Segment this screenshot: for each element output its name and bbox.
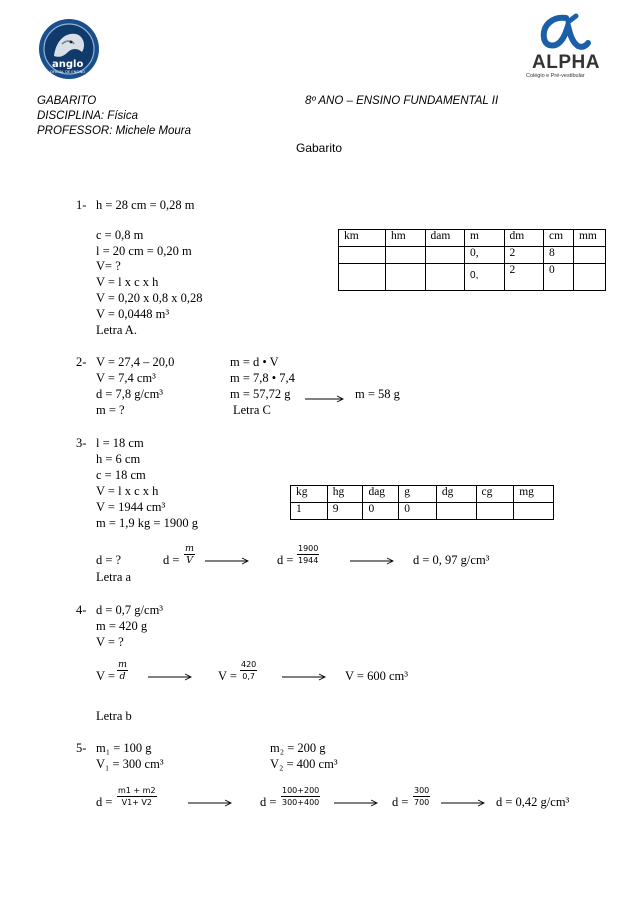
q1-line: h = 28 cm = 0,28 m <box>96 198 195 212</box>
alpha-brand-text: ALPHA <box>532 52 600 73</box>
q5-formula-fraction <box>117 785 157 808</box>
arrow-right-icon <box>205 557 250 565</box>
alpha-symbol-icon <box>532 12 592 52</box>
q2-number: 2- <box>76 355 87 369</box>
q5-d-prefix-2: d = <box>260 795 277 809</box>
table-cell <box>385 247 425 264</box>
q1-line: V = 0,0448 m³ <box>96 307 170 321</box>
q3-result: d = 0, 97 g/cm³ <box>413 553 490 567</box>
table-cell: dm <box>504 230 544 247</box>
table-cell: 0 <box>399 503 437 520</box>
table-cell <box>425 264 465 291</box>
q3-line: V = l x c x h <box>96 484 159 498</box>
arrow-right-icon <box>334 799 379 807</box>
q2-left-line: V = 7,4 cm³ <box>96 371 156 385</box>
q1-length-conversion-table <box>338 229 606 291</box>
table-cell: dam <box>425 230 465 247</box>
q5-value-fraction <box>413 785 430 808</box>
arrow-right-icon <box>441 799 486 807</box>
q5-sum-fraction <box>281 785 320 808</box>
arrow-right-icon <box>188 799 233 807</box>
q2-left-line: d = 7,8 g/cm³ <box>96 387 164 401</box>
grade-label: 8º ANO – ENSINO FUNDAMENTAL II <box>305 95 499 107</box>
q4-formula-fraction <box>117 659 128 682</box>
table-cell <box>436 503 476 520</box>
table-cell: mm <box>573 230 605 247</box>
q3-d-unknown: d = ? <box>96 553 122 567</box>
table-cell: hm <box>385 230 425 247</box>
table-row <box>339 247 606 264</box>
q3-value-fraction <box>297 543 319 566</box>
q1-line: c = 0,8 m <box>96 228 144 242</box>
q3-formula-fraction <box>184 543 195 566</box>
q3-line: l = 18 cm <box>96 436 144 450</box>
table-cell: g <box>399 486 437 503</box>
q2-left-line: V = 27,4 – 20,0 <box>96 355 175 369</box>
q5-d-prefix: d = <box>96 795 113 809</box>
fraction-denominator: 300+400 <box>282 798 320 807</box>
anglo-logo-text: anglo <box>52 59 84 70</box>
q3-mass-conversion-table <box>290 485 554 520</box>
table-cell: 9 <box>327 503 363 520</box>
table-cell: 8 <box>544 247 574 264</box>
table-cell <box>514 503 554 520</box>
fraction-denominator: V <box>186 555 193 566</box>
anglo-logo-subtext: OFICIAL DE ENSINO <box>50 70 86 74</box>
table-cell: cg <box>476 486 514 503</box>
q5-number: 5- <box>76 741 87 755</box>
table-cell: kg <box>291 486 328 503</box>
q2-right-line: m = d • V <box>230 355 279 369</box>
table-cell: 0 <box>544 264 574 291</box>
q4-line: V = ? <box>96 635 124 649</box>
q1-line: V= ? <box>96 259 121 273</box>
q2-answer: Letra C <box>233 403 271 417</box>
q3-number: 3- <box>76 436 87 450</box>
q2-left-line: m = ? <box>96 403 125 417</box>
q3-d-prefix: d = <box>163 553 180 567</box>
table-cell: dag <box>363 486 399 503</box>
q3-line: c = 18 cm <box>96 468 146 482</box>
table-cell: mg <box>514 486 554 503</box>
q4-result: V = 600 cm³ <box>345 669 408 683</box>
table-cell: hg <box>327 486 363 503</box>
table-header-row <box>291 486 554 503</box>
table-cell: 2 <box>504 264 544 291</box>
table-cell <box>573 264 605 291</box>
q2-right-line: m = 7,8 • 7,4 <box>230 371 295 385</box>
table-cell <box>339 247 386 264</box>
q3-line: h = 6 cm <box>96 452 141 466</box>
arrow-right-icon <box>305 395 345 403</box>
fraction-denominator: d <box>119 671 126 682</box>
table-cell: m <box>465 230 505 247</box>
alpha-sub-text: Colégio e Pré-vestibular <box>526 73 585 79</box>
table-cell: dg <box>436 486 476 503</box>
q1-line: l = 20 cm = 0,20 m <box>96 244 192 258</box>
table-cell: 0 <box>363 503 399 520</box>
table-row <box>291 503 554 520</box>
arrow-right-icon <box>282 673 327 681</box>
q5-m2: m₂ = 200 g <box>270 741 326 755</box>
fraction-numerator: 420 <box>241 660 257 669</box>
fraction-numerator: m1 + m2 <box>118 786 156 795</box>
q5-v1: V₁ = 300 cm³ <box>96 757 164 771</box>
q1-line: V = l x c x h <box>96 275 159 289</box>
table-cell: 0, <box>465 264 505 291</box>
table-cell: 1 <box>291 503 328 520</box>
q4-line: d = 0,7 g/cm³ <box>96 603 164 617</box>
q2-result: m = 58 g <box>355 387 400 401</box>
alpha-logo <box>512 12 612 82</box>
q3-line: m = 1,9 kg = 1900 g <box>96 516 198 530</box>
q3-line: V = 1944 cm³ <box>96 500 166 514</box>
q1-line: V = 0,20 x 0,8 x 0,28 <box>96 291 203 305</box>
table-header-row <box>339 230 606 247</box>
discipline-label: DISCIPLINA: Física <box>37 110 138 122</box>
fraction-denominator: 1944 <box>298 556 319 565</box>
q1-number: 1- <box>76 198 87 212</box>
gabarito-label: GABARITO <box>37 95 97 107</box>
fraction-denominator: 700 <box>414 798 430 807</box>
q2-right-line: m = 57,72 g <box>230 387 291 401</box>
table-cell: km <box>339 230 386 247</box>
table-cell <box>339 264 386 291</box>
q5-m1: m₁ = 100 g <box>96 741 152 755</box>
q4-value-fraction <box>240 659 257 682</box>
professor-label: PROFESSOR: Michele Moura <box>37 125 192 137</box>
q4-answer: Letra b <box>96 709 132 723</box>
anglo-logo <box>38 18 100 80</box>
q4-line: m = 420 g <box>96 619 148 633</box>
fraction-numerator: 1900 <box>298 544 319 553</box>
table-cell <box>385 264 425 291</box>
fraction-numerator: m <box>185 543 195 554</box>
fraction-denominator: V1+ V2 <box>121 798 152 807</box>
q4-v-prefix-2: V = <box>218 669 237 683</box>
table-cell: cm <box>544 230 574 247</box>
q5-v2: V₂ = 400 cm³ <box>270 757 338 771</box>
q4-v-prefix: V = <box>96 669 115 683</box>
arrow-right-icon <box>148 673 193 681</box>
q5-result: d = 0,42 g/cm³ <box>496 795 570 809</box>
fraction-numerator: 100+200 <box>282 786 320 795</box>
fraction-denominator: 0,7 <box>242 672 255 681</box>
q1-answer: Letra A. <box>96 323 137 337</box>
fraction-numerator: 300 <box>414 786 430 795</box>
arrow-right-icon <box>350 557 395 565</box>
table-cell <box>476 503 514 520</box>
fraction-numerator: m <box>118 659 128 670</box>
table-cell: 2 <box>504 247 544 264</box>
q3-d-prefix-2: d = <box>277 553 294 567</box>
table-cell <box>573 247 605 264</box>
q3-answer: Letra a <box>96 570 132 584</box>
q5-d-prefix-3: d = <box>392 795 409 809</box>
table-cell <box>425 247 465 264</box>
table-cell: 0, <box>465 247 505 264</box>
table-row <box>339 264 606 291</box>
page-title: Gabarito <box>296 141 343 155</box>
q4-number: 4- <box>76 603 87 617</box>
